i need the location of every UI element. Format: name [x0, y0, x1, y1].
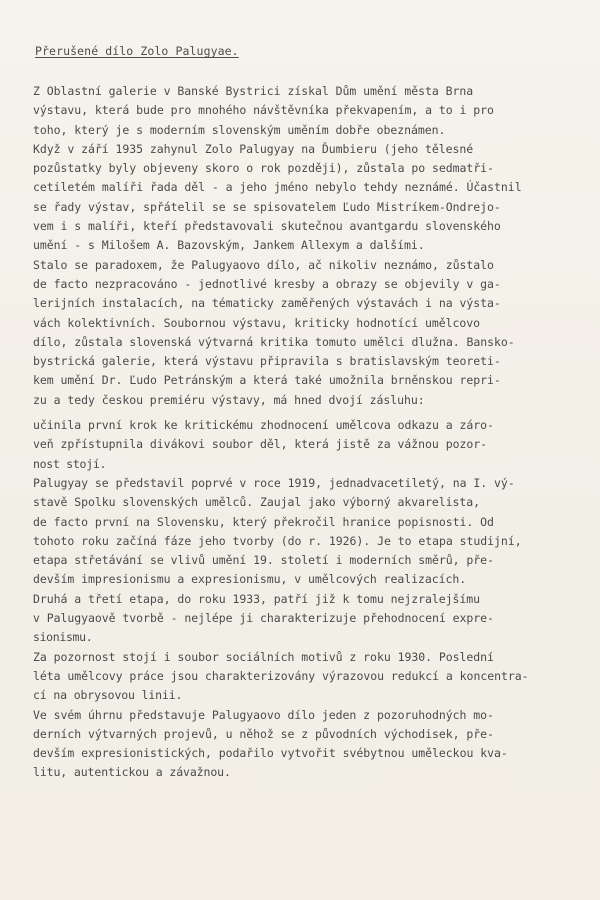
- text-line: de facto první na Slovensku, který překročil hranice popisnosti. Od: [33, 514, 494, 529]
- text-line: zu a tedy českou premiéru výstavy, má hned dvojí zásluhu:: [33, 392, 425, 407]
- text-line: devším expresionistických, podařilo vytvořit svébytnou uměleckou kva-: [33, 746, 508, 761]
- text-line: se řady výstav, spřátelil se se spisovatelem Ľudo Mistríkem-Ondrejo-: [33, 199, 501, 214]
- text-line: cí na obrysovou linii.: [33, 688, 183, 703]
- text-line: Druhá a třetí etapa, do roku 1933, patří již k tomu nejzralejšímu: [33, 591, 481, 606]
- text-line: nost stojí.: [33, 456, 107, 471]
- text-line: výstavu, která bude pro mnohého návštěvníka překvapením, a to i pro: [33, 103, 494, 118]
- text-line: Za pozornost stojí i soubor sociálních motivů z roku 1930. Poslední: [33, 649, 494, 664]
- text-line: tohoto roku začíná fáze jeho tvorby (do r. 1926). Je to etapa studijní,: [33, 533, 522, 548]
- text-line: léta umělcovy práce jsou charakterizovány výrazovou redukcí a koncentra-: [33, 668, 529, 683]
- text-line: devším impresionismu a expresionismu, v umělcových realizacích.: [33, 572, 467, 587]
- text-line: vem i s malíři, kteří představovali skutečnou avantgardu slovenského: [33, 219, 501, 234]
- text-line: bystrická galerie, která výstavu připravila s bratislavským teoreti-: [33, 354, 501, 369]
- text-line: veň zpřístupnila divákovi soubor děl, která jistě za vážnou pozor-: [33, 437, 487, 452]
- text-line: Palugyay se představil poprvé v roce 1919, jednadvacetiletý, na I. vý-: [33, 475, 515, 490]
- text-line: v Palugyaově tvorbě - nejlépe ji charakterizuje přehodnocení expre-: [33, 611, 494, 626]
- text-line: kem umění Dr. Ľudo Petránským a která také umožnila brněnskou repri-: [33, 373, 501, 388]
- text-line: derních výtvarných projevů, u něhož se z původních východisek, pře-: [33, 726, 494, 741]
- text-line: Když v září 1935 zahynul Zolo Palugyay na Ďumbieru (jeho tělesné: [33, 141, 474, 156]
- text-line: toho, který je s moderním slovenským uměním dobře obeznámen.: [33, 122, 446, 137]
- text-line: etapa střetávání se vlivů umění 19. století i moderních směrů, pře-: [33, 553, 494, 568]
- text-line: lerijních instalacích, na tématicky zaměřených výstavách i na výsta-: [33, 296, 501, 311]
- text-line: stavě Spolku slovenských umělců. Zaujal jako výborný akvarelista,: [33, 495, 481, 510]
- document-title: Přerušené dílo Zolo Palugyae.: [35, 44, 239, 58]
- text-line: litu, autentickou a závažnou.: [33, 765, 231, 780]
- text-line: učinila první krok ke kritickému zhodnocení umělcova odkazu a záro-: [33, 418, 494, 433]
- text-line: vách kolektivních. Soubornou výstavu, kriticky hodnotící umělcovo: [33, 315, 481, 330]
- text-line: de facto nezpracováno - jednotlivé kresby a obrazy se objevily v ga-: [33, 276, 501, 291]
- text-line: sionismu.: [33, 630, 93, 645]
- text-line: cetiletém malíři řada děl - a jeho jméno nebylo tehdy neznámé. Účastnil: [33, 180, 522, 195]
- text-line: pozůstatky byly objeveny skoro o rok později), zůstala po sedmatři-: [33, 161, 494, 176]
- text-line: dílo, zůstala slovenská výtvarná kritika tomuto umělci dlužna. Bansko-: [33, 334, 515, 349]
- text-line: umění - s Milošem A. Bazovským, Jankem Allexym a dalšími.: [33, 238, 425, 253]
- text-line: Z Oblastní galerie v Banské Bystrici získal Dům umění města Brna: [33, 84, 474, 98]
- text-line: Ve svém úhrnu představuje Palugyaovo dílo jeden z pozoruhodných mo-: [33, 707, 494, 722]
- document-body: [33, 82, 598, 783]
- text-line: Stalo se paradoxem, že Palugyaovo dílo, ač nikoliv neznámo, zůstalo: [33, 257, 494, 272]
